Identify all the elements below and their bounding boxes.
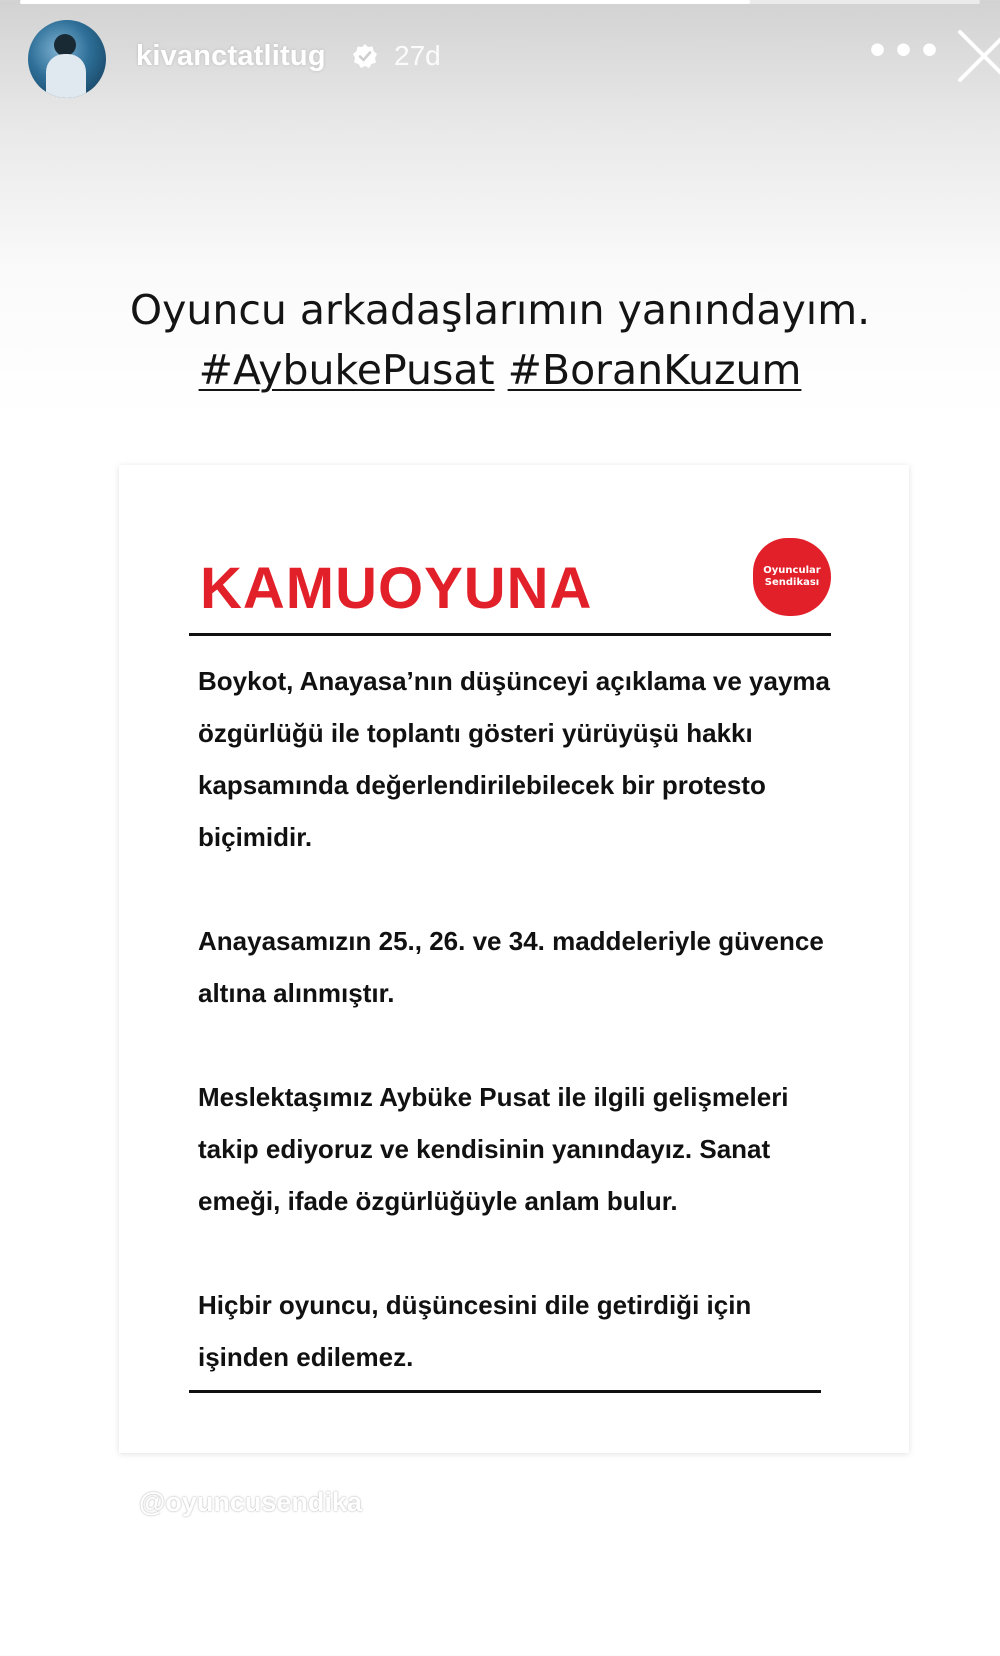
paragraph-4: Hiçbir oyuncu, düşüncesini dile getirdiği için işinden edilemez. (198, 1290, 752, 1372)
hashtag-borankuzum[interactable]: #BoranKuzum (507, 346, 802, 394)
hashtag-aybukepusat[interactable]: #AybukePusat (198, 346, 495, 394)
username[interactable]: kivanctatlitug (136, 40, 326, 72)
story-progress-fill (20, 0, 750, 4)
card-body (198, 655, 838, 1435)
story-header (28, 20, 1000, 100)
story-caption (0, 280, 1000, 400)
post-time: 27d (394, 40, 441, 71)
statement-card (119, 465, 909, 1453)
union-logo (753, 538, 831, 616)
logo-line-1: Oyuncular (763, 565, 821, 576)
mention-sticker[interactable]: @oyuncusendika (139, 1487, 362, 1517)
close-icon[interactable] (954, 26, 1000, 86)
story-progress-track (20, 0, 980, 4)
paragraph-3: Meslektaşımız Aybüke Pusat ile ilgili gelişmeleri takip ediyoruz ve kendisinin yanındayız. Sanat emeği, ifade özgürlüğüyle anlam bulur. (198, 1082, 789, 1216)
paragraph-1: Boykot, Anayasa’nın düşünceyi açıklama ve yayma özgürlüğü ile toplantı gösteri yürüyüşü hakkı kapsamında değerlendirilebilecek bir protesto biçimidir. (198, 666, 830, 852)
divider-bottom (189, 1390, 821, 1393)
more-options-icon[interactable]: ••• (866, 31, 945, 72)
caption-text: Oyuncu arkadaşlarımın yanındayım. (129, 286, 871, 334)
verified-badge-icon (351, 42, 379, 70)
logo-line-2: Sendikası (764, 577, 820, 588)
avatar[interactable] (28, 20, 106, 98)
avatar-body (46, 54, 86, 98)
caption-hashtags (0, 340, 1000, 400)
card-title: KAMUOYUNA (200, 556, 593, 621)
paragraph-2: Anayasamızın 25., 26. ve 34. maddeleriyle güvence altına alınmıştır. (198, 926, 824, 1008)
avatar-head (54, 34, 76, 56)
divider-top (189, 633, 831, 636)
